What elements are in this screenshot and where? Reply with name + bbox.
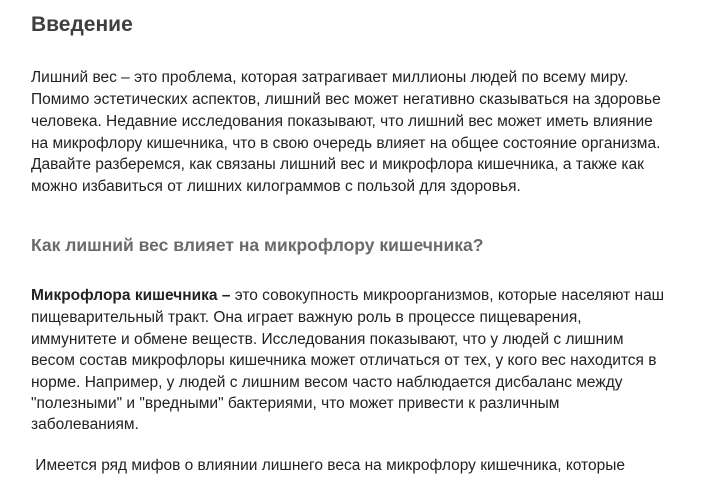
definition-term: Микрофлора кишечника – — [31, 287, 231, 304]
intro-line: Помимо эстетических аспектов, лишний вес может негативно сказываться на здоровье — [31, 91, 661, 108]
intro-line: на микрофлору кишечника, что в свою очередь влияет на общее состояние организма. — [31, 135, 661, 152]
intro-line: Давайте разберемся, как связаны лишний вес и микрофлора кишечника, а также как — [31, 156, 644, 173]
definition-line: весом состав микрофлоры кишечника может отличаться от тех, у кого вес находится в — [31, 352, 657, 369]
myths-paragraph: Имеется ряд мифов о влиянии лишнего веса на микрофлору кишечника, которые — [31, 457, 625, 474]
intro-line: Лишний вес – это проблема, которая затрагивает миллионы людей по всему миру. — [31, 69, 629, 86]
definition-line: норме. Например, у людей с лишним весом часто наблюдается дисбаланс между — [31, 374, 623, 391]
definition-first-line — [31, 285, 664, 306]
intro-line: человека. Недавние исследования показывают, что лишний вес может иметь влияние — [31, 113, 653, 130]
section-heading: Как лишний вес влияет на микрофлору кишечника? — [31, 235, 484, 255]
page-title: Введение — [31, 13, 133, 36]
definition-line: пищеварительный тракт. Она играет важную роль в процессе пищеварения, — [31, 309, 582, 326]
definition-line: иммунитете и обмене веществ. Исследования показывают, что у людей с лишним — [31, 331, 624, 348]
definition-line: "полезными" и "вредными" бактериями, что может привести к различным — [31, 395, 560, 412]
definition-line: заболеваниям. — [31, 416, 139, 433]
intro-line: можно избавиться от лишних килограммов с пользой для здоровья. — [31, 178, 521, 195]
definition-text: это совокупность микроорганизмов, которые населяют наш — [230, 287, 665, 304]
